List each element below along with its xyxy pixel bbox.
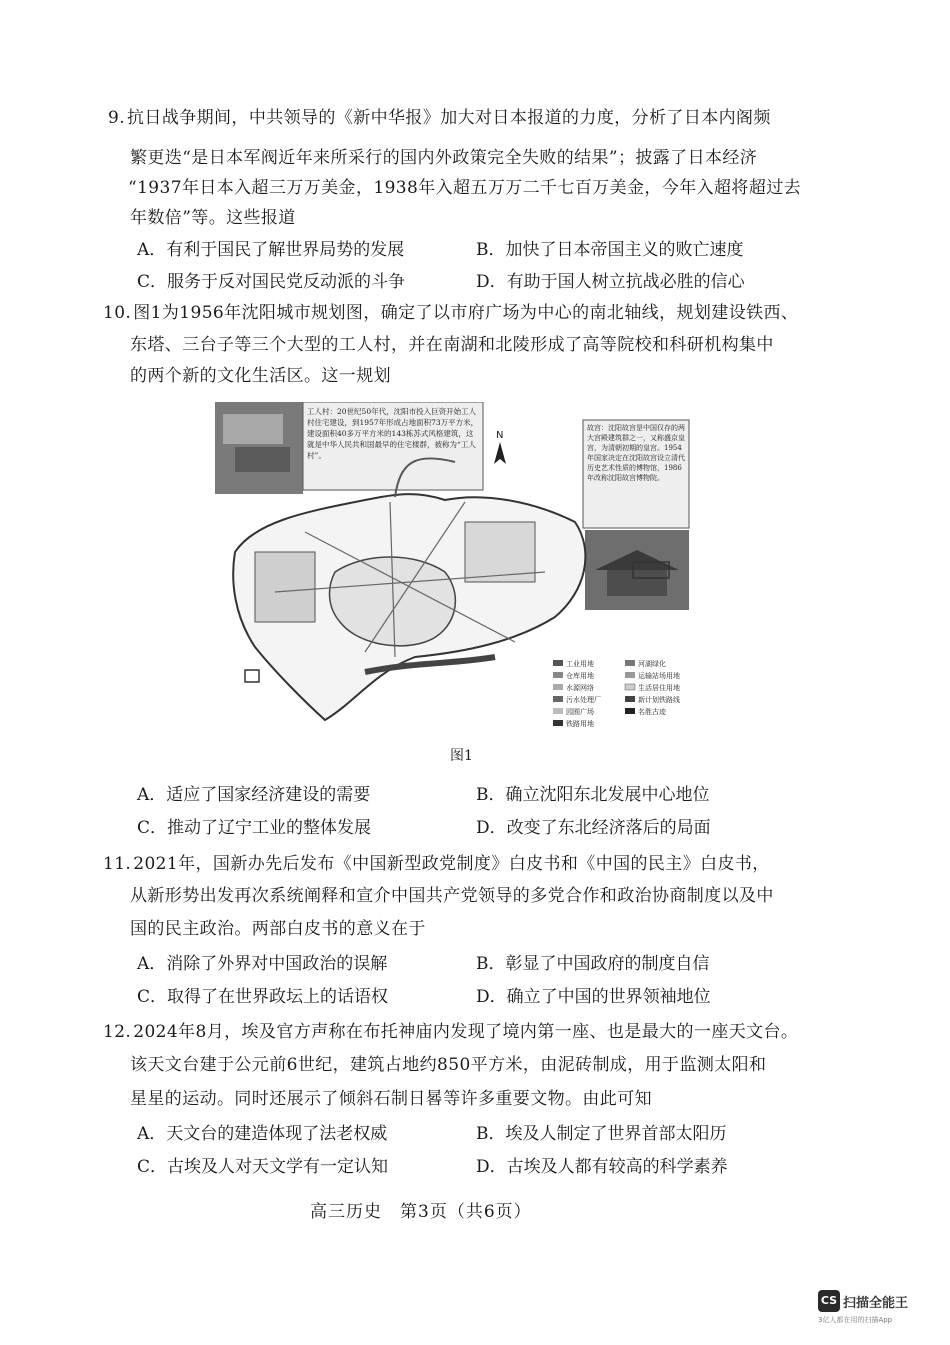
legend-item: 水源网络	[566, 684, 594, 692]
watermark-name: 扫描全能王	[843, 1295, 909, 1311]
q9-option-d[interactable]: D．有助于国人树立抗战必胜的信心	[476, 272, 745, 292]
figure-caption: 图1	[450, 748, 473, 764]
legend-item: 新计划铁路线	[638, 696, 680, 704]
svg-text:N: N	[496, 430, 504, 441]
q12-number: 12.	[103, 1022, 132, 1042]
legend-item: 园囿广场	[566, 708, 594, 716]
legend-item: 铁路用地	[566, 720, 594, 728]
q10-line-3: 的两个新的文化生活区。这一规划	[130, 366, 391, 386]
q11-option-c[interactable]: C．取得了在世界政坛上的话语权	[137, 987, 389, 1007]
q11-number: 11.	[103, 854, 132, 874]
watermark-subtitle: 3亿人都在用的扫描App	[818, 1316, 893, 1324]
q12-option-d[interactable]: D．古埃及人都有较高的科学素养	[476, 1157, 728, 1177]
legend-item: 河湖绿化	[638, 660, 666, 668]
page-footer: 高三历史 第3页（共6页）	[310, 1202, 532, 1222]
q11-line-3: 国的民主政治。两部白皮书的意义在于	[130, 919, 426, 939]
q9-line-1: 9. 抗日战争期间，中共领导的《新中华报》加大对日本报道的力度，分析了日本内阁频	[108, 108, 771, 128]
q10-option-a[interactable]: A．适应了国家经济建设的需要	[137, 785, 371, 805]
legend-item: 污水处理厂	[566, 696, 601, 704]
q11-line-1: 11. 2021年，国新办先后发布《中国新型政党制度》白皮书和《中国的民主》白皮书，	[103, 854, 770, 874]
legend-item: 生活居住用地	[638, 684, 680, 692]
q10-option-b[interactable]: B．确立沈阳东北发展中心地位	[476, 785, 710, 805]
scanner-watermark	[818, 1290, 938, 1325]
city-planning-map	[215, 402, 690, 732]
q12-line-3: 星星的运动。同时还展示了倾斜石制日晷等许多重要文物。由此可知	[130, 1089, 652, 1109]
q11-option-a[interactable]: A．消除了外界对中国政治的误解	[137, 954, 388, 974]
palace-note: 故宫：沈阳故宫是中国仅存的两大宫殿建筑群之一，又称盛京皇宫，为清朝初期的皇宫。1954年国家决定在沈阳故宫设立清代历史艺术性质的博物馆，1986年改称沈阳故宫博物院。	[587, 424, 685, 482]
q9-line-2: 繁更迭“是日本军阀近年来所采行的国内外政策完全失败的结果”；披露了日本经济	[130, 148, 758, 168]
legend-item: 名胜古迹	[638, 708, 666, 716]
q11-option-d[interactable]: D．确立了中国的世界领袖地位	[476, 987, 711, 1007]
q9-line-3: “1937年日本入超三万万美金，1938年入超五万万二千七百万美金，今年入超将超过去	[128, 178, 802, 198]
legend-item: 运输站场用地	[638, 672, 680, 680]
map-legend	[553, 659, 680, 728]
q12-line-1: 12. 2024年8月，埃及官方声称在布托神庙内发现了境内第一座、也是最大的一座天文台。	[103, 1022, 799, 1042]
q9-line-4: 年数倍”等。这些报道	[130, 208, 296, 228]
q9-option-a[interactable]: A．有利于国民了解世界局势的发展	[137, 240, 405, 260]
q9-option-c[interactable]: C．服务于反对国民党反动派的斗争	[137, 272, 406, 292]
q11-line-2: 从新形势出发再次系统阐释和宣介中国共产党领导的多党合作和政治协商制度以及中	[130, 886, 774, 906]
camscanner-logo-icon: CS	[818, 1290, 840, 1312]
q12-option-a[interactable]: A．天文台的建造体现了法老权威	[137, 1124, 388, 1144]
worker-village-note: 工人村：20世纪50年代，沈阳市投入巨资开始工人村住宅建设，到1957年形成占地面积73万平方米，建设面积40多万平方米的143栋苏式风格建筑，这就是中华人民共和国最早的住宅楼群，被称为“工人村”。	[307, 407, 479, 460]
q12-line-2: 该天文台建于公元前6世纪，建筑占地约850平方米，由泥砖制成，用于监测太阳和	[130, 1055, 767, 1075]
q12-option-c[interactable]: C．古埃及人对天文学有一定认知	[137, 1157, 389, 1177]
q9-number: 9.	[108, 108, 126, 128]
q11-option-b[interactable]: B．彰显了中国政府的制度自信	[476, 954, 710, 974]
q10-option-d[interactable]: D．改变了东北经济落后的局面	[476, 818, 711, 838]
q10-line-2: 东塔、三台子等三个大型的工人村，并在南湖和北陵形成了高等院校和科研机构集中	[130, 335, 774, 355]
q12-option-b[interactable]: B．埃及人制定了世界首部太阳历	[476, 1124, 727, 1144]
legend-item: 工业用地	[566, 660, 594, 668]
q10-number: 10.	[103, 303, 132, 323]
q10-line-1: 10. 图1为1956年沈阳城市规划图，确定了以市府广场为中心的南北轴线，规划建设铁西、	[103, 303, 799, 323]
q10-option-c[interactable]: C．推动了辽宁工业的整体发展	[137, 818, 372, 838]
q9-option-b[interactable]: B．加快了日本帝国主义的败亡速度	[476, 240, 744, 260]
legend-item: 仓库用地	[566, 672, 594, 680]
north-arrow-icon	[494, 430, 506, 464]
